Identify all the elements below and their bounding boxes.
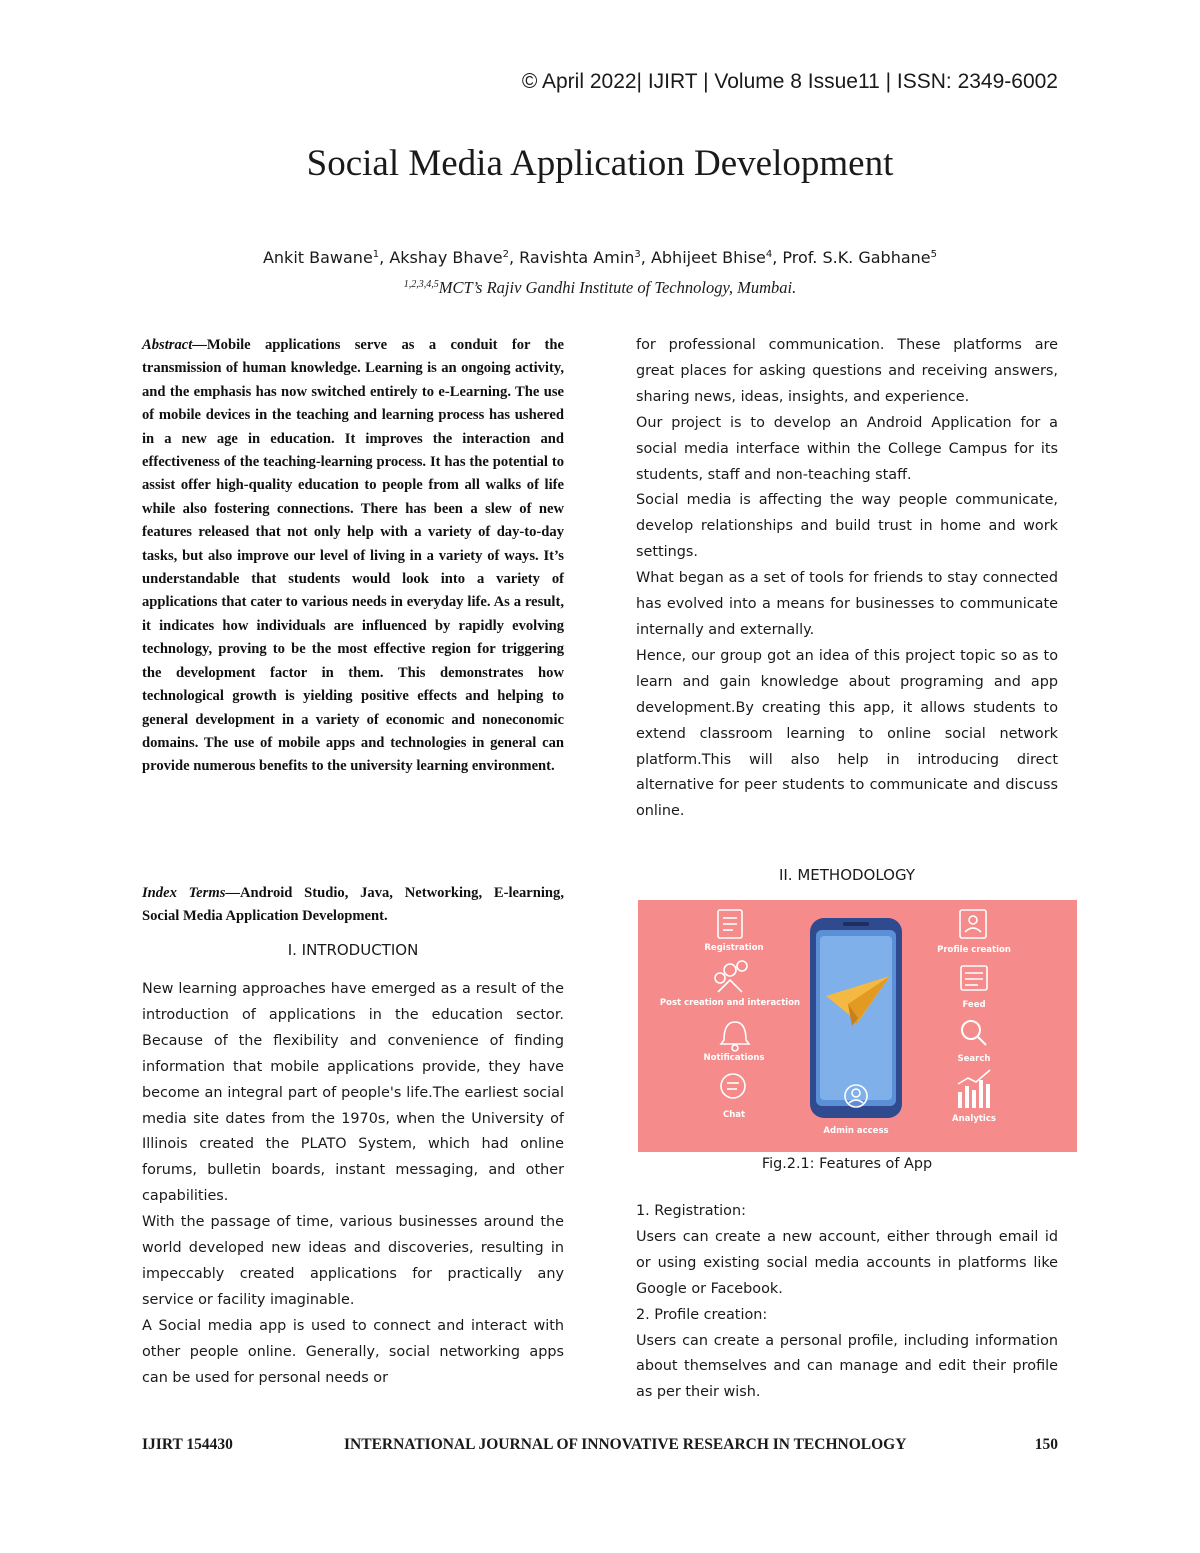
paper-title: Social Media Application Development bbox=[306, 143, 894, 184]
index-terms-text: —Android Studio, Java, Networking, E-learning, Social Media Application Development. bbox=[142, 885, 564, 925]
author-sup: 3 bbox=[634, 249, 641, 260]
footer-journal: INTERNATIONAL JOURNAL OF INNOVATIVE RESEARCH IN TECHNOLOGY bbox=[344, 1436, 907, 1453]
feature-label-profile: Profile creation bbox=[937, 945, 1011, 955]
feature-label-registration: Registration bbox=[704, 943, 764, 953]
feature-label-search: Search bbox=[957, 1054, 991, 1064]
author-sup: 2 bbox=[502, 249, 509, 260]
author-sup: 4 bbox=[765, 249, 773, 260]
index-terms-label: Index Terms bbox=[142, 885, 226, 901]
abstract-text: —Mobile applications serve as a conduit for the transmission of human knowledge. Learning is an ongoing activity, and the emphasis has now switched entirely to e-Learning. The use of mobile devices in the teaching and learning process has ushered in a new age in education. It improves the interaction and effectiveness of the teaching-learning process. It has the potential to assist offer high-quality education to people from all walks of life while also fostering connections. There has been a slew of new features released that not only help with a variety of day-to-day tasks, but also improve our level of living in a variety of ways. It’s understandable that students would look into a variety of applications that cater to various needs in everyday life. As a result, it indicates how individuals are influenced by rapidly evolving technology, proving to be the most effective region for triggering the development factor in them. This demonstrates how technological growth is yielding positive effects and helping to general development in a variety of economic and noneconomic domains. The use of mobile apps and technologies in general can provide numerous benefits to the university learning environment. bbox=[142, 337, 564, 775]
paragraph: for professional communication. These platforms are great places for asking questions and receiving answers, sharing news, ideas, insights, and experience. bbox=[636, 337, 1058, 405]
introduction-right-text bbox=[636, 333, 1058, 825]
abstract bbox=[142, 334, 564, 779]
author-sup: 5 bbox=[930, 249, 938, 260]
section-heading-introduction: I. INTRODUCTION bbox=[287, 941, 419, 959]
item-title: 2. Profile creation: bbox=[636, 1306, 768, 1323]
figure-caption: Fig.2.1: Features of App bbox=[761, 1156, 933, 1172]
paragraph: Our project is to develop an Android Application for a social media interface within the College Campus for its students, staff and non-teaching staff. bbox=[636, 414, 1058, 483]
item-text: Users can create a personal profile, including information about themselves and can manage and edit their profile as per their wish. bbox=[636, 1332, 1058, 1401]
paragraph: With the passage of time, various businesses around the world developed new ideas and discoveries, resulting in impeccably created applications for practically any service or facility imaginable. bbox=[142, 1214, 564, 1308]
feature-label-analytics: Analytics bbox=[952, 1114, 996, 1124]
section-heading-methodology: II. METHODOLOGY bbox=[778, 866, 916, 884]
author-name: Abhijeet Bhise bbox=[650, 248, 766, 267]
author-name: Ankit Bawane bbox=[262, 248, 373, 267]
feature-label-chat: Chat bbox=[722, 1110, 746, 1120]
introduction-left-text bbox=[142, 977, 564, 1392]
item-title: 1. Registration: bbox=[636, 1203, 746, 1219]
paragraph: Hence, our group got an idea of this project topic so as to learn and gain knowledge about programing and app development.By creating this app, it allows students to extend classroom learning to online social network platform.This will also help in introducing direct alternative for peer students to communicate and discuss online. bbox=[636, 647, 1058, 820]
paragraph: New learning approaches have emerged as a result of the introduction of applications in the education sector. Because of the flexibility and convenience of finding information that mobile applications provide, they have become an integral part of people's life.The earliest social media site dates from the 1970s, when the University of Illinois created the PLATO System, which had online forums, bulletin boards, instant messaging, and other capabilities. bbox=[142, 981, 564, 1205]
feature-label-admin: Admin access bbox=[823, 1126, 889, 1136]
paragraph: Social media is affecting the way people communicate, develop relationships and build trust in home and work settings. bbox=[636, 492, 1058, 561]
feature-label-notifications: Notifications bbox=[703, 1053, 765, 1063]
footer-id: IJIRT 154430 bbox=[142, 1436, 233, 1453]
author-name: Akshay Bhave bbox=[389, 248, 503, 267]
author-name: Prof. S.K. Gabhane bbox=[782, 248, 931, 267]
page-number: 150 bbox=[1034, 1436, 1058, 1453]
author-list: Ankit Bawane$^1$, Akshay Bhave$^2$, Ravishta Amin$^3$, Abhijeet Bhise$^4$, Prof. S.K. Gabhane$^5$ bbox=[262, 248, 938, 267]
paragraph: What began as a set of tools for friends to stay connected has evolved into a means for businesses to communicate internally and externally. bbox=[636, 570, 1058, 638]
paragraph: A Social media app is used to connect and interact with other people online. Generally, social networking apps can be used for personal needs or bbox=[142, 1317, 564, 1386]
affiliation-sup: 1,2,3,4,5 bbox=[403, 279, 439, 290]
affiliation bbox=[0, 278, 1200, 298]
author-name: Ravishta Amin bbox=[519, 248, 635, 267]
phone-icon bbox=[810, 918, 902, 1118]
abstract-label: Abstract bbox=[142, 337, 193, 353]
features-illustration bbox=[638, 900, 1077, 1152]
features-figure bbox=[638, 900, 1077, 1152]
feature-label-post: Post creation and interaction bbox=[659, 998, 801, 1008]
affiliation-text: MCT’s Rajiv Gandhi Institute of Technology, Mumbai. bbox=[438, 278, 797, 297]
feature-label-feed: Feed bbox=[962, 1000, 986, 1010]
journal-header: © April 2022| IJIRT | Volume 8 Issue11 | ISSN: 2349-6002 bbox=[521, 70, 1058, 93]
item-text: Users can create a new account, either through email id or using existing social media accounts in platforms like Google or Facebook. bbox=[636, 1228, 1058, 1297]
index-terms bbox=[142, 882, 564, 929]
author-sup: 1 bbox=[372, 249, 380, 260]
methodology-items bbox=[636, 1199, 1058, 1406]
